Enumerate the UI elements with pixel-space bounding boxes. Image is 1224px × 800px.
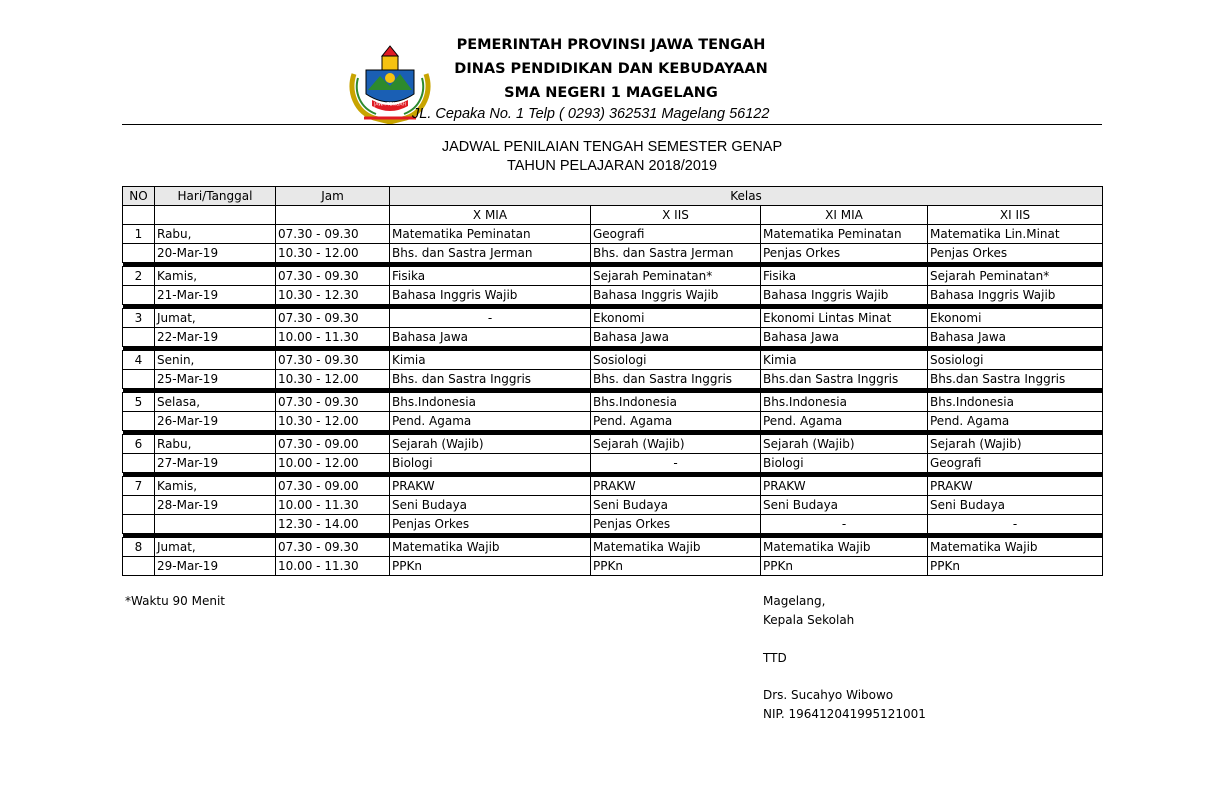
- table-row: [123, 454, 1103, 473]
- subject-cell: Sejarah Peminatan*: [591, 267, 761, 286]
- row-time: 07.30 - 09.30: [276, 309, 390, 328]
- signature-place: Magelang,: [763, 594, 826, 608]
- subject-cell: Seni Budaya: [761, 496, 928, 515]
- row-number: [123, 454, 155, 473]
- row-time: 10.00 - 11.30: [276, 328, 390, 347]
- row-number: 5: [123, 393, 155, 412]
- row-number: [123, 328, 155, 347]
- row-day: [155, 515, 276, 534]
- table-row: [123, 515, 1103, 534]
- empty-cell: [276, 206, 390, 225]
- row-number: 8: [123, 538, 155, 557]
- subject-cell: Matematika Wajib: [761, 538, 928, 557]
- header-divider: [122, 124, 1102, 125]
- subject-cell: -: [761, 515, 928, 534]
- subject-cell: Bahasa Inggris Wajib: [928, 286, 1103, 305]
- subject-cell: PPKn: [928, 557, 1103, 576]
- subject-cell: Bahasa Jawa: [390, 328, 591, 347]
- class-header: X MIA: [390, 206, 591, 225]
- row-number: [123, 557, 155, 576]
- subject-cell: Penjas Orkes: [591, 515, 761, 534]
- table-row: [123, 496, 1103, 515]
- subject-cell: Matematika Wajib: [928, 538, 1103, 557]
- subject-cell: Kimia: [761, 351, 928, 370]
- row-day: Rabu,: [155, 435, 276, 454]
- class-header: X IIS: [591, 206, 761, 225]
- subject-cell: PRAKW: [390, 477, 591, 496]
- document-title: JADWAL PENILAIAN TENGAH SEMESTER GENAP: [441, 139, 783, 155]
- table-row: [123, 328, 1103, 347]
- row-day: 29-Mar-19: [155, 557, 276, 576]
- subject-cell: Bahasa Inggris Wajib: [761, 286, 928, 305]
- header-school-name: SMA NEGERI 1 MAGELANG: [504, 85, 718, 101]
- subject-cell: Bahasa Jawa: [761, 328, 928, 347]
- subject-cell: Bhs. dan Sastra Jerman: [390, 244, 591, 263]
- row-time: 10.00 - 11.30: [276, 557, 390, 576]
- schedule-body: [123, 225, 1103, 576]
- table-row: [123, 412, 1103, 431]
- subject-cell: Matematika Lin.Minat: [928, 225, 1103, 244]
- subject-cell: Matematika Peminatan: [761, 225, 928, 244]
- table-row: [123, 225, 1103, 244]
- subject-cell: Sejarah (Wajib): [591, 435, 761, 454]
- class-header: XI IIS: [928, 206, 1103, 225]
- subject-cell: Seni Budaya: [591, 496, 761, 515]
- row-number: [123, 244, 155, 263]
- subject-cell: Bhs.dan Sastra Inggris: [761, 370, 928, 389]
- subject-cell: Bhs. dan Sastra Inggris: [591, 370, 761, 389]
- row-time: 10.30 - 12.00: [276, 412, 390, 431]
- signature-position: Kepala Sekolah: [763, 613, 855, 627]
- empty-cell: [155, 206, 276, 225]
- subject-cell: -: [390, 309, 591, 328]
- subject-cell: Seni Budaya: [928, 496, 1103, 515]
- row-number: 7: [123, 477, 155, 496]
- row-number: 3: [123, 309, 155, 328]
- subject-cell: Matematika Wajib: [390, 538, 591, 557]
- subject-cell: Kimia: [390, 351, 591, 370]
- exam-schedule-table: [122, 186, 1103, 576]
- row-day: Jumat,: [155, 309, 276, 328]
- row-time: 10.30 - 12.00: [276, 244, 390, 263]
- table-row: [123, 557, 1103, 576]
- subject-cell: Bhs.Indonesia: [761, 393, 928, 412]
- table-row: [123, 393, 1103, 412]
- col-header-kelas: Kelas: [390, 187, 1103, 206]
- subject-cell: Ekonomi: [928, 309, 1103, 328]
- row-time: 10.30 - 12.00: [276, 370, 390, 389]
- subject-cell: PPKn: [761, 557, 928, 576]
- class-header-row: [123, 206, 1103, 225]
- svg-text:JAWA TENGAH: JAWA TENGAH: [374, 102, 406, 108]
- subject-cell: Sejarah (Wajib): [390, 435, 591, 454]
- row-time: 07.30 - 09.00: [276, 435, 390, 454]
- table-row: [123, 267, 1103, 286]
- signature-mark: TTD: [763, 651, 787, 665]
- signatory-nip: NIP. 196412041995121001: [763, 707, 926, 721]
- subject-cell: Pend. Agama: [390, 412, 591, 431]
- row-day: Kamis,: [155, 477, 276, 496]
- subject-cell: Ekonomi Lintas Minat: [761, 309, 928, 328]
- row-time: 07.30 - 09.30: [276, 225, 390, 244]
- row-time: 10.00 - 12.00: [276, 454, 390, 473]
- subject-cell: Bahasa Jawa: [591, 328, 761, 347]
- subject-cell: PRAKW: [591, 477, 761, 496]
- subject-cell: Geografi: [591, 225, 761, 244]
- table-row: [123, 538, 1103, 557]
- row-number: [123, 515, 155, 534]
- signatory-name: Drs. Sucahyo Wibowo: [763, 688, 894, 702]
- row-day: 27-Mar-19: [155, 454, 276, 473]
- row-number: 1: [123, 225, 155, 244]
- subject-cell: Sejarah (Wajib): [928, 435, 1103, 454]
- row-number: [123, 370, 155, 389]
- subject-cell: Bhs.Indonesia: [928, 393, 1103, 412]
- subject-cell: Matematika Peminatan: [390, 225, 591, 244]
- table-header-row: [123, 187, 1103, 206]
- row-time: 10.00 - 11.30: [276, 496, 390, 515]
- row-time: 12.30 - 14.00: [276, 515, 390, 534]
- subject-cell: PRAKW: [928, 477, 1103, 496]
- row-day: Senin,: [155, 351, 276, 370]
- row-day: 25-Mar-19: [155, 370, 276, 389]
- table-row: [123, 309, 1103, 328]
- subject-cell: Bahasa Inggris Wajib: [591, 286, 761, 305]
- table-row: [123, 351, 1103, 370]
- row-time: 07.30 - 09.00: [276, 477, 390, 496]
- subject-cell: -: [928, 515, 1103, 534]
- col-header-day: Hari/Tanggal: [155, 187, 276, 206]
- subject-cell: Pend. Agama: [761, 412, 928, 431]
- row-day: Jumat,: [155, 538, 276, 557]
- subject-cell: Sosiologi: [591, 351, 761, 370]
- subject-cell: PRAKW: [761, 477, 928, 496]
- subject-cell: Penjas Orkes: [928, 244, 1103, 263]
- subject-cell: Bhs. dan Sastra Jerman: [591, 244, 761, 263]
- empty-cell: [123, 206, 155, 225]
- subject-cell: Pend. Agama: [928, 412, 1103, 431]
- row-day: 26-Mar-19: [155, 412, 276, 431]
- table-row: [123, 370, 1103, 389]
- subject-cell: Bhs.dan Sastra Inggris: [928, 370, 1103, 389]
- table-row: [123, 244, 1103, 263]
- subject-cell: Biologi: [390, 454, 591, 473]
- row-number: [123, 286, 155, 305]
- subject-cell: Sejarah (Wajib): [761, 435, 928, 454]
- subject-cell: Bahasa Jawa: [928, 328, 1103, 347]
- col-header-time: Jam: [276, 187, 390, 206]
- row-day: Selasa,: [155, 393, 276, 412]
- document-subtitle: TAHUN PELAJARAN 2018/2019: [506, 158, 718, 174]
- row-day: 21-Mar-19: [155, 286, 276, 305]
- header-government: PEMERINTAH PROVINSI JAWA TENGAH: [456, 37, 766, 53]
- subject-cell: Bhs.Indonesia: [591, 393, 761, 412]
- subject-cell: Penjas Orkes: [390, 515, 591, 534]
- row-time: 10.30 - 12.30: [276, 286, 390, 305]
- subject-cell: Pend. Agama: [591, 412, 761, 431]
- row-day: Kamis,: [155, 267, 276, 286]
- row-day: Rabu,: [155, 225, 276, 244]
- subject-cell: PPKn: [591, 557, 761, 576]
- subject-cell: Fisika: [390, 267, 591, 286]
- row-time: 07.30 - 09.30: [276, 393, 390, 412]
- subject-cell: Ekonomi: [591, 309, 761, 328]
- table-row: [123, 286, 1103, 305]
- subject-cell: Seni Budaya: [390, 496, 591, 515]
- row-time: 07.30 - 09.30: [276, 538, 390, 557]
- subject-cell: Bhs. dan Sastra Inggris: [390, 370, 591, 389]
- row-day: 22-Mar-19: [155, 328, 276, 347]
- subject-cell: Geografi: [928, 454, 1103, 473]
- row-number: [123, 412, 155, 431]
- row-number: 2: [123, 267, 155, 286]
- duration-note: *Waktu 90 Menit: [125, 594, 225, 608]
- table-row: [123, 477, 1103, 496]
- subject-cell: Sejarah Peminatan*: [928, 267, 1103, 286]
- subject-cell: Fisika: [761, 267, 928, 286]
- row-time: 07.30 - 09.30: [276, 351, 390, 370]
- subject-cell: Bahasa Inggris Wajib: [390, 286, 591, 305]
- subject-cell: Penjas Orkes: [761, 244, 928, 263]
- table-row: [123, 435, 1103, 454]
- class-header: XI MIA: [761, 206, 928, 225]
- row-day: 28-Mar-19: [155, 496, 276, 515]
- row-time: 07.30 - 09.30: [276, 267, 390, 286]
- header-department: DINAS PENDIDIKAN DAN KEBUDAYAAN: [454, 61, 768, 77]
- col-header-no: NO: [123, 187, 155, 206]
- subject-cell: Matematika Wajib: [591, 538, 761, 557]
- header-address: JL. Cepaka No. 1 Telp ( 0293) 362531 Magelang 56122: [412, 106, 770, 122]
- row-day: 20-Mar-19: [155, 244, 276, 263]
- subject-cell: Biologi: [761, 454, 928, 473]
- subject-cell: Sosiologi: [928, 351, 1103, 370]
- subject-cell: PPKn: [390, 557, 591, 576]
- subject-cell: Bhs.Indonesia: [390, 393, 591, 412]
- subject-cell: -: [591, 454, 761, 473]
- row-number: 4: [123, 351, 155, 370]
- row-number: 6: [123, 435, 155, 454]
- row-number: [123, 496, 155, 515]
